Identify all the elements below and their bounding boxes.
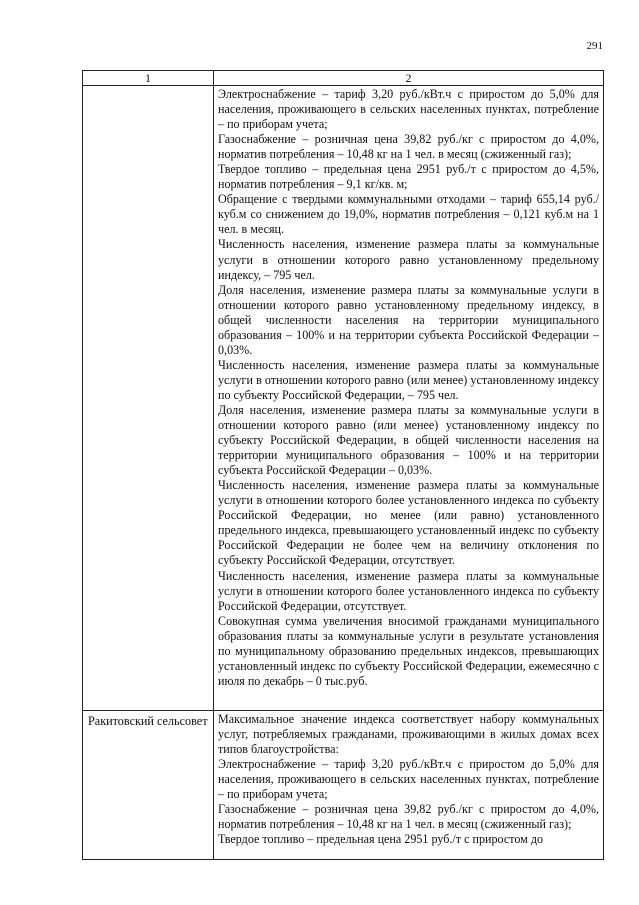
paragraph: Численность населения, изменение размера платы за коммунальные услуги в отношении которого равно (или менее) установленному индексу по субъекту Российской Федерации, – 795 чел. <box>218 357 599 402</box>
paragraph: Электроснабжение – тариф 3,20 руб./кВт.ч с приростом до 5,0% для населения, проживающего в сельских населенных пунктах, потребление – по приборам учета; <box>218 757 599 802</box>
paragraph: Численность населения, изменение размера платы за коммунальные услуги в отношении которого более установленного индекса по субъекту Российской Федерации, отсутствует. <box>218 568 599 613</box>
region-cell <box>83 86 214 711</box>
paragraph: Максимальное значение индекса соответствует набору коммунальных услуг, потребляемых гражданами, проживающими в жилых домах всех типов благоустройства: <box>218 712 599 757</box>
paragraph: Численность населения, изменение размера платы за коммунальные услуги в отношении которого более установленного индекса по субъекту Российской Федерации, но менее (или равно) установленного предельного индекса, превышающего установленный индекс по субъекту Российской Федерации не более чем на величину отклонения по субъекту Российской Федерации, отсутствует. <box>218 478 599 568</box>
region-name: Ракитовский сельсовет <box>88 714 208 728</box>
description-text <box>214 86 603 690</box>
table-row <box>83 86 604 711</box>
table-header-row <box>83 71 604 86</box>
paragraph: Совокупная сумма увеличения вносимой гражданами муниципального образования платы за коммунальные услуги в результате установления по муниципальному образованию предельных индексов, превышающих установленный индекс по субъекту Российской Федерации, ежемесячно с июля по декабрь – 0 тыс.руб. <box>218 613 599 688</box>
description-cell <box>214 711 604 860</box>
paragraph: Обращение с твердыми коммунальными отходами – тариф 655,14 руб./куб.м со снижением до 19,0%, норматив потребления – 0,121 куб.м на 1 чел. в месяц. <box>218 192 599 237</box>
data-table <box>82 70 604 860</box>
description-text <box>214 711 603 848</box>
paragraph: Твердое топливо – предельная цена 2951 руб./т с приростом до 4,5%, норматив потребления – 9,1 кг/кв. м; <box>218 162 599 192</box>
paragraph: Доля населения, изменение размера платы за коммунальные услуги в отношении которого равно установленному предельному индексу, в общей численности населения на территории муниципального образования – 100% и на территории субъекта Российской Федерации – 0,03%. <box>218 282 599 357</box>
region-cell <box>83 711 214 860</box>
column-header-2: 2 <box>214 71 604 86</box>
region-name <box>83 86 213 92</box>
page-number: 291 <box>586 40 603 52</box>
paragraph: Твердое топливо – предельная цена 2951 руб./т с приростом до <box>218 832 544 847</box>
paragraph: Газоснабжение – розничная цена 39,82 руб./кг с приростом до 4,0%, норматив потребления – 10,48 кг на 1 чел. в месяц (сжиженный газ); <box>218 132 599 162</box>
paragraph: Газоснабжение – розничная цена 39,82 руб./кг с приростом до 4,0%, норматив потребления – 10,48 кг на 1 чел. в месяц (сжиженный газ); <box>218 802 599 832</box>
paragraph: Численность населения, изменение размера платы за коммунальные услуги в отношении которого равно установленному предельному индексу, – 795 чел. <box>218 237 599 282</box>
paragraph: Электроснабжение – тариф 3,20 руб./кВт.ч с приростом до 5,0% для населения, проживающего в сельских населенных пунктах, потребление – по приборам учета; <box>218 87 599 132</box>
table-row <box>83 711 604 860</box>
description-cell <box>214 86 604 711</box>
paragraph: Доля населения, изменение размера платы за коммунальные услуги в отношении которого равно (или менее) установленному индексу по субъекту Российской Федерации, в общей численности населения на территории муниципального образования – 100% и на территории субъекта Российской Федерации – 0,03%. <box>218 402 599 478</box>
column-header-1: 1 <box>83 71 214 86</box>
